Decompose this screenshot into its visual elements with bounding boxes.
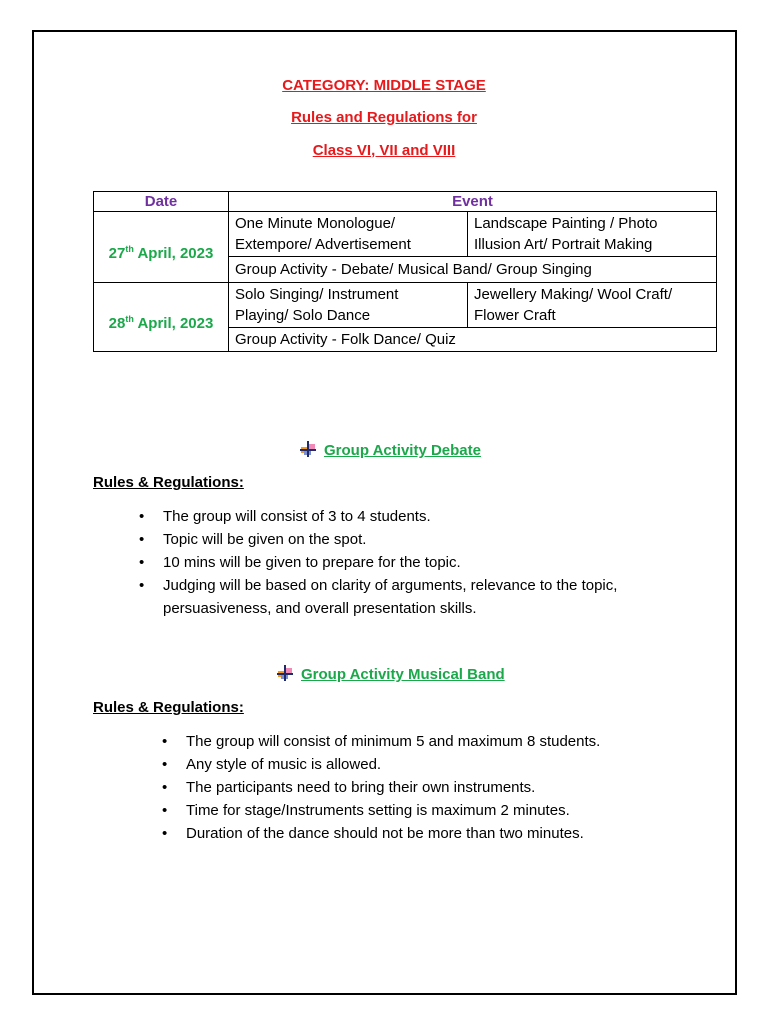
event-line: Landscape Painting / Photo (474, 215, 658, 232)
table-header-row (94, 192, 717, 212)
category-heading: CATEGORY: MIDDLE STAGE (282, 77, 486, 94)
bullet: • (162, 779, 168, 796)
classes-heading: Class VI, VII and VIII (312, 142, 456, 159)
list-item (139, 574, 618, 597)
list-item (162, 730, 601, 753)
date-cell (94, 283, 229, 352)
bullet: • (162, 825, 168, 842)
rule-text: Duration of the dance should not be more than two minutes. (186, 825, 584, 842)
event-cell (468, 212, 717, 257)
rule-text: The group will consist of 3 to 4 students. (163, 508, 431, 525)
event-cell (229, 212, 468, 257)
list-item (162, 753, 600, 776)
event-line: Jewellery Making/ Wool Craft/ (474, 286, 673, 303)
event-line: Flower Craft (474, 307, 556, 324)
date-column-header: Date (94, 192, 229, 212)
group-event-cell: Group Activity - Debate/ Musical Band/ Group Singing (229, 257, 717, 283)
bullet: • (139, 531, 145, 548)
event-cell (229, 283, 468, 328)
section-title-debate: Group Activity Debate (324, 442, 481, 459)
colored-cross-icon (277, 665, 293, 681)
rules-for-heading: Rules and Regulations for (291, 109, 477, 126)
date-rest: April, 2023 (133, 245, 214, 262)
debate-rules-list (139, 505, 618, 620)
event-line: Solo Singing/ Instrument (235, 286, 399, 303)
schedule-table (93, 191, 717, 352)
event-column-header: Event (229, 192, 717, 212)
list-item (139, 551, 617, 574)
list-item (162, 799, 600, 822)
list-item (162, 822, 600, 845)
rule-text: 10 mins will be given to prepare for the topic. (163, 554, 461, 571)
table-row (94, 283, 717, 328)
date-day: 28 (108, 315, 126, 332)
colored-cross-icon (300, 441, 316, 457)
group-event-cell: Group Activity - Folk Dance/ Quiz (229, 328, 717, 352)
rule-text: Judging will be based on clarity of arguments, relevance to the topic, (163, 577, 618, 594)
date-suffix: th (125, 314, 134, 324)
list-item-continuation (163, 597, 617, 620)
rule-text: Topic will be given on the spot. (163, 531, 367, 548)
date-day: 27 (108, 245, 126, 262)
list-item (139, 528, 617, 551)
event-cell (468, 283, 717, 328)
rule-text: The participants need to bring their own instruments. (186, 779, 536, 796)
bullet: • (162, 802, 168, 819)
section-title-musical-band: Group Activity Musical Band (301, 666, 505, 683)
bullet: • (139, 554, 145, 571)
date-rest: April, 2023 (133, 315, 214, 332)
date-cell (94, 212, 229, 283)
event-line: One Minute Monologue/ (235, 215, 396, 232)
bullet: • (139, 508, 145, 525)
rule-text: Time for stage/Instruments setting is maximum 2 minutes. (186, 802, 570, 819)
rule-text: Any style of music is allowed. (186, 756, 382, 773)
rules-label: Rules & Regulations: (93, 474, 244, 491)
list-item (162, 776, 600, 799)
bullet: • (162, 733, 168, 750)
event-line: Playing/ Solo Dance (235, 307, 371, 324)
event-line: Extempore/ Advertisement (235, 236, 411, 253)
rule-text: The group will consist of minimum 5 and maximum 8 students. (186, 733, 601, 750)
date-suffix: th (125, 244, 134, 254)
table-row (94, 212, 717, 257)
list-item (139, 505, 617, 528)
rules-label: Rules & Regulations: (93, 699, 244, 716)
musical-band-rules-list (162, 730, 601, 845)
event-line: Illusion Art/ Portrait Making (474, 236, 653, 253)
rule-text: persuasiveness, and overall presentation skills. (163, 600, 477, 617)
bullet: • (139, 577, 145, 594)
bullet: • (162, 756, 168, 773)
